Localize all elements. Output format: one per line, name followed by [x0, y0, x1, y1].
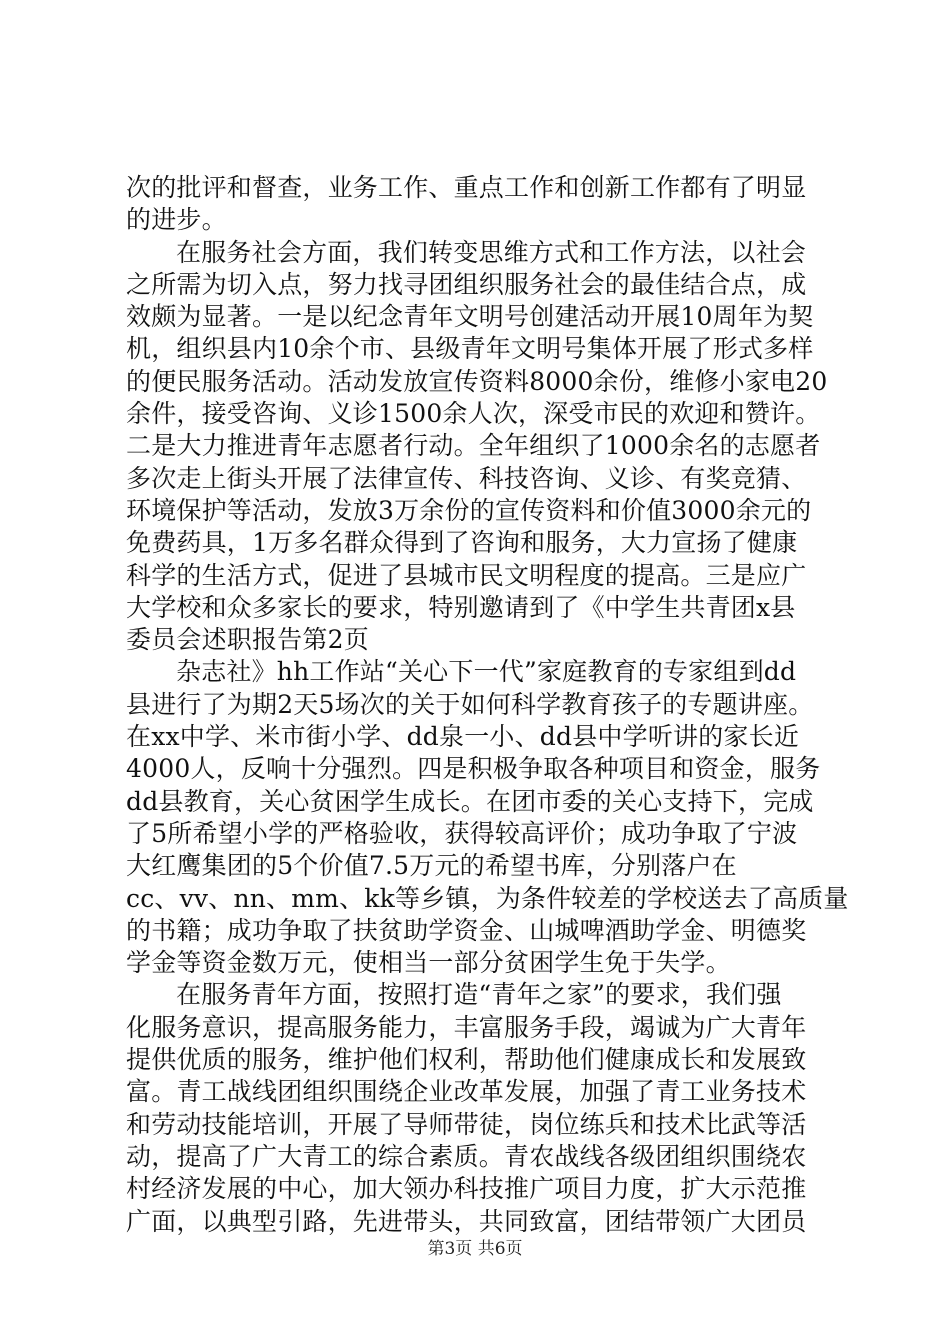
text-line: 提供优质的服务，维护他们权利，帮助他们健康成长和发展致	[126, 1045, 807, 1075]
text-line: 环境保护等活动，发放3万余份的宣传资料和价值3000余元的	[126, 495, 812, 525]
text-line: 机，组织县内10余个市、县级青年文明号集体开展了形式多样	[126, 334, 814, 364]
text-line: 二是大力推进青年志愿者行动。全年组织了1000余名的志愿者	[126, 431, 821, 461]
text-line: 动，提高了广大青工的综合素质。青农战线各级团组织围绕农	[126, 1141, 807, 1171]
document-body	[126, 172, 849, 1238]
text-line: 免费药具，1万多名群众得到了咨询和服务，大力宣扬了健康	[126, 528, 798, 558]
text-line: 学金等资金数万元，使相当一部分贫困学生免于失学。	[126, 948, 731, 978]
text-line: 效颇为显著。一是以纪念青年文明号创建活动开展10周年为契	[126, 302, 814, 332]
text-line: 委员会述职报告第2页	[126, 625, 369, 655]
text-line: 多次走上街头开展了法律宣传、科技咨询、义诊、有奖竞猜、	[126, 463, 807, 493]
text-line: 的便民服务活动。活动发放宣传资料8000余份，维修小家电20	[126, 366, 828, 396]
text-line: 余件，接受咨询、义诊1500余人次，深受市民的欢迎和赞许。	[126, 399, 821, 429]
text-line: 在xx中学、米市街小学、dd泉一小、dd县中学听讲的家长近	[126, 722, 800, 752]
text-line: 大红鹰集团的5个价值7.5万元的希望书库，分别落户在	[126, 851, 737, 881]
text-line: 富。青工战线团组织围绕企业改革发展，加强了青工业务技术	[126, 1077, 807, 1107]
text-line: 的书籍；成功争取了扶贫助学资金、山城啤酒助学金、明德奖	[126, 915, 807, 945]
text-line: 的进步。	[126, 205, 227, 235]
text-line: 大学校和众多家长的要求，特别邀请到了《中学生共青团x县	[126, 592, 796, 622]
paragraph-start-line: 在服务青年方面，按照打造“青年之家”的要求，我们强	[176, 980, 782, 1010]
text-line: cc、vv、nn、mm、kk等乡镇，为条件较差的学校送去了高质量	[126, 883, 849, 913]
text-line: 县进行了为期2天5场次的关于如何科学教育孩子的专题讲座。	[126, 689, 814, 719]
text-line: 次的批评和督查，业务工作、重点工作和创新工作都有了明显	[126, 173, 807, 202]
text-line: 了5所希望小学的严格验收，获得较高评价；成功争取了宁波	[126, 818, 798, 848]
paragraph-start-line: 杂志社》hh工作站“关心下一代”家庭教育的专家组到dd	[176, 657, 797, 687]
text-line: 之所需为切入点，努力找寻团组织服务社会的最佳结合点，成	[126, 269, 807, 299]
text-line: 4000人，反响十分强烈。四是积极争取各种项目和资金，服务	[126, 754, 821, 784]
text-line: dd县教育，关心贫困学生成长。在团市委的关心支持下，完成	[126, 786, 814, 816]
page-number-footer: 第3页 共6页	[427, 1239, 523, 1259]
paragraph-start-line: 在服务社会方面，我们转变思维方式和工作方法，以社会	[176, 237, 807, 267]
text-line: 和劳动技能培训，开展了导师带徒，岗位练兵和技术比武等活	[126, 1109, 807, 1139]
text-line: 广面，以典型引路，先进带头，共同致富，团结带领广大团员	[126, 1206, 807, 1236]
text-line: 化服务意识，提高服务能力，丰富服务手段，竭诚为广大青年	[126, 1012, 807, 1042]
text-line: 村经济发展的中心，加大领办科技推广项目力度，扩大示范推	[126, 1174, 807, 1204]
text-line: 科学的生活方式，促进了县城市民文明程度的提高。三是应广	[126, 560, 807, 590]
